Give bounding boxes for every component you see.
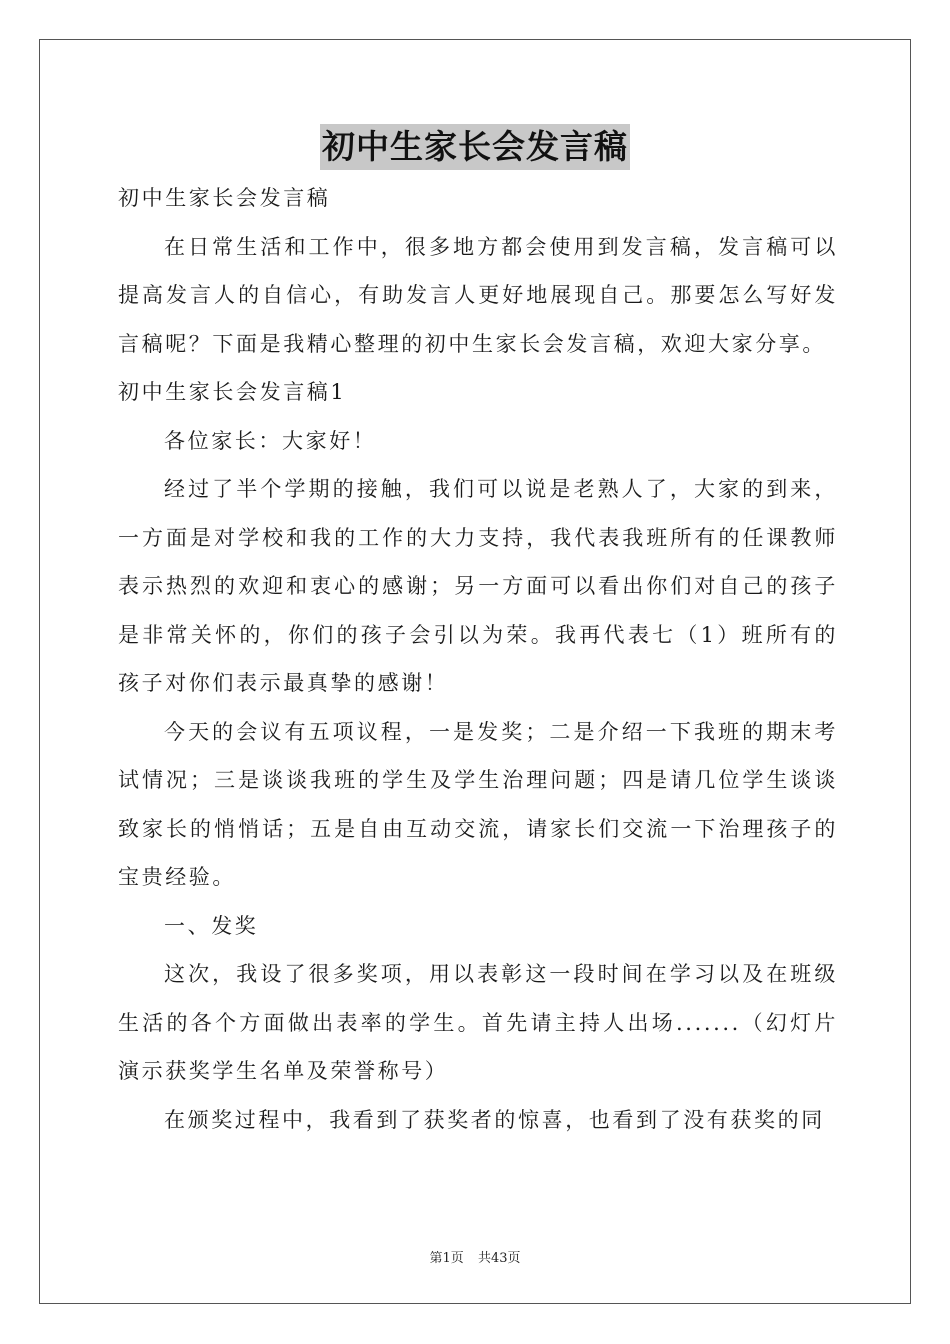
section-heading: 初中生家长会发言稿1 (118, 380, 347, 404)
agenda-paragraph: 今天的会议有五项议程，一是发奖；二是介绍一下我班的期末考试情况；三是谈谈我班的学生及学生治理问题；四是请几位学生谈谈致家长的悄悄话；五是自由互动交流，请家长们交流一下治理孩子的宝贵经验。 (118, 719, 838, 889)
body-paragraph: 经过了半个学期的接触，我们可以说是老熟人了，大家的到来，一方面是对学校和我的工作的大力支持，我代表我班所有的任课教师表示热烈的欢迎和衷心的感谢；另一方面可以看出你们对自己的孩子是非常关怀的，你们的孩子会引以为荣。我再代表七（1）班所有的孩子对你们表示最真挚的感谢！ (118, 477, 838, 695)
subtitle-heading: 初中生家长会发言稿 (118, 186, 331, 210)
page-footer (0, 1247, 950, 1266)
title-container (0, 124, 950, 170)
greeting-paragraph: 各位家长：大家好！ (164, 428, 377, 453)
document-title: 初中生家长会发言稿 (320, 124, 630, 170)
page-number: 第1页 (429, 1251, 464, 1266)
document-body (118, 174, 838, 1144)
closing-paragraph: 在颁奖过程中，我看到了获奖者的惊喜，也看到了没有获奖的同 (164, 1107, 825, 1132)
total-pages: 共43页 (477, 1251, 521, 1266)
intro-paragraph: 在日常生活和工作中，很多地方都会使用到发言稿，发言稿可以提高发言人的自信心，有助发言人更好地展现自己。那要怎么写好发言稿呢？下面是我精心整理的初中生家长会发言稿，欢迎大家分享。 (118, 234, 838, 356)
subheading-award: 一、发奖 (164, 913, 259, 938)
award-paragraph: 这次，我设了很多奖项，用以表彰这一段时间在学习以及在班级生活的各个方面做出表率的学生。首先请主持人出场.......（幻灯片演示获奖学生名单及荣誉称号） (118, 962, 838, 1083)
